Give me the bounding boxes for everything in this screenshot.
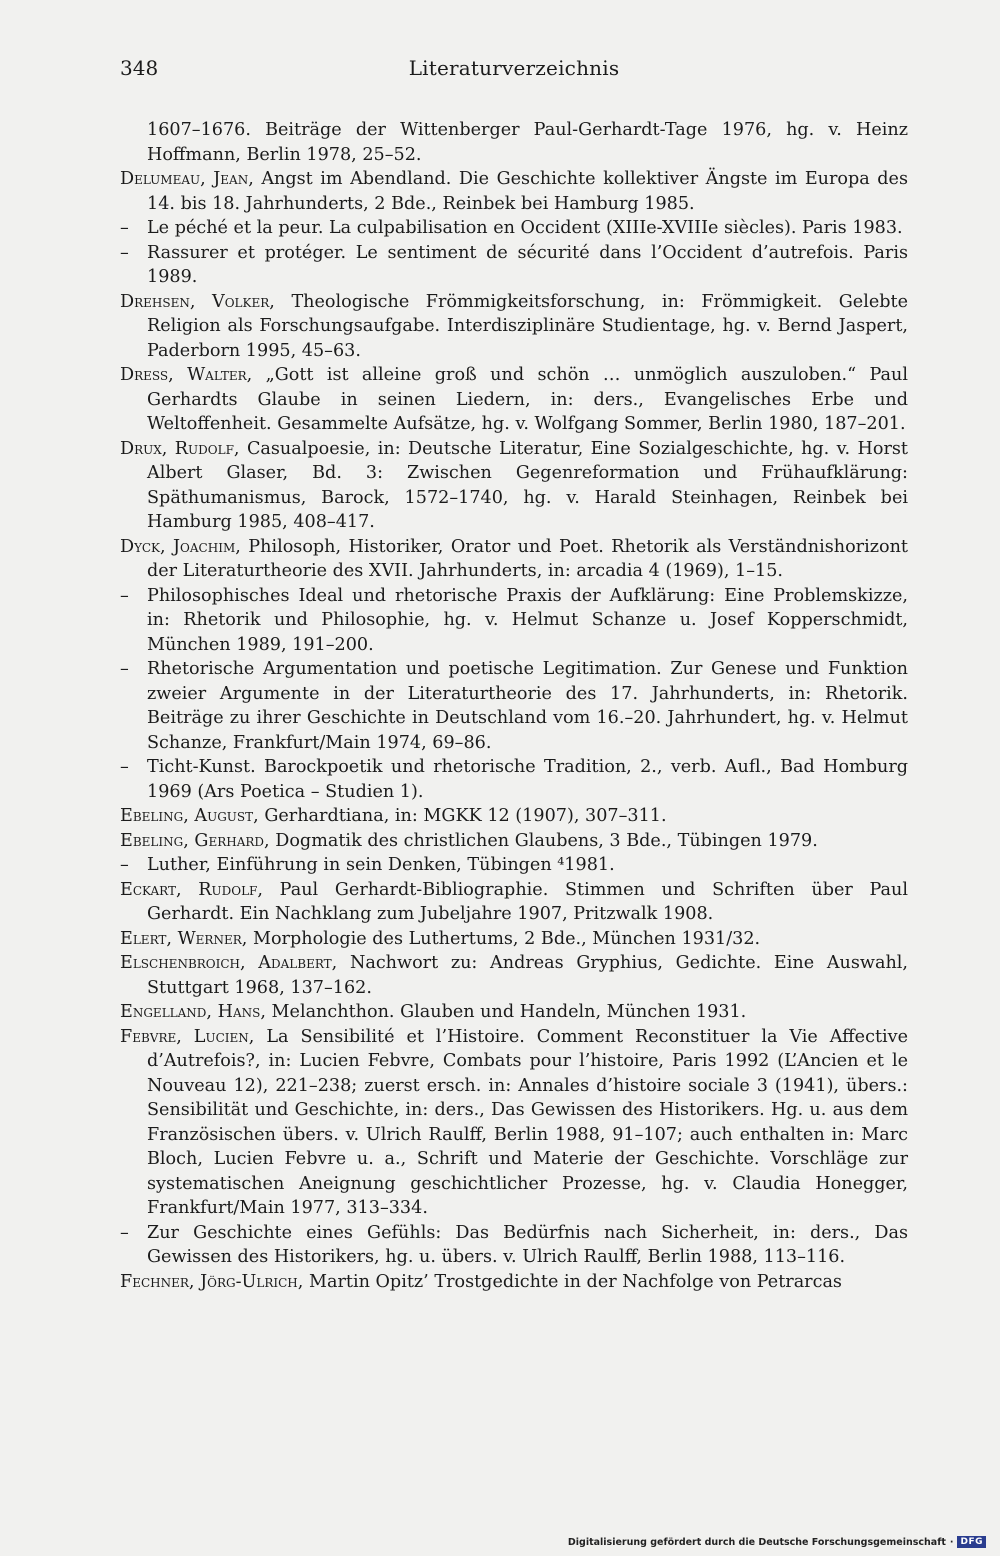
entry-author: Dress, Walter,: [120, 365, 253, 385]
entry-text: Morphologie des Luthertums, 2 Bde., München 1931/32.: [247, 928, 761, 949]
bibliography-entry: [120, 118, 908, 167]
entry-dash: –: [120, 218, 129, 238]
credit-separator: ·: [949, 1536, 954, 1548]
entry-text: Ticht-Kunst. Barockpoetik und rhetorische Tradition, 2., verb. Aufl., Bad Homburg 1969 (Ars Poetica – Studien 1).: [147, 757, 908, 802]
entry-author: Drehsen, Volker,: [120, 291, 275, 312]
entry-text: „Gott ist alleine groß und schön … unmöglich auszuloben.“ Paul Gerhardts Glaube in seinen Liedern, in: ders., Evangelisches Erbe und Weltoffenheit. Gesammelte Aufsätze, hg. v. Wolfgang Sommer, Berlin 1980, 187–201.: [147, 365, 908, 434]
bibliography-entry: [120, 363, 908, 437]
bibliography-list: [120, 118, 908, 1294]
entry-text: Angst im Abendland. Die Geschichte kollektiver Ängste im Europa des 14. bis 18. Jahrhunderts, 2 Bde., Reinbek bei Hamburg 1985.: [147, 169, 908, 214]
entry-author: Dyck, Joachim,: [120, 536, 241, 557]
entry-text: Gerhardtiana, in: MGKK 12 (1907), 307–311.: [258, 806, 667, 826]
entry-text: Casualpoesie, in: Deutsche Literatur, Eine Sozialgeschichte, hg. v. Horst Albert Glaser, Bd. 3: Zwischen Gegenreformation und Frühaufklärung: Späthumanismus, Barock, 1572–1740, hg. v. Harald Steinhagen, Reinbek bei Hamburg 1985, 408–417.: [147, 438, 908, 532]
entry-text: Rhetorische Argumentation und poetische Legitimation. Zur Genese und Funktion zweier Argumente in der Literaturtheorie des 17. Jahrhunderts, in: Rhetorik. Beiträge zu ihrer Geschichte in Deutschland vom 16.–20. Jahrhundert, hg. v. Helmut Schanze, Frankfurt/Main 1974, 69–86.: [147, 659, 908, 753]
entry-author: Ebeling, Gerhard,: [120, 830, 270, 851]
entry-author: Engelland, Hans,: [120, 1002, 266, 1022]
entry-dash: –: [120, 659, 129, 679]
bibliography-entry: [120, 1000, 908, 1025]
bibliography-entry: [120, 167, 908, 216]
entry-dash: –: [120, 585, 129, 606]
entry-text: Philosophisches Ideal und rhetorische Praxis der Aufklärung: Eine Problemskizze, in: Rhetorik und Philosophie, hg. v. Helmut Schanze u. Josef Kopperschmidt, München 1989, 191–200.: [147, 585, 908, 655]
bibliography-entry: [120, 584, 908, 658]
entry-text: Paul Gerhardt-Bibliographie. Stimmen und Schriften über Paul Gerhardt. Ein Nachklang zum Jubeljahre 1907, Pritzwalk 1908.: [147, 879, 908, 924]
page-number: 348: [120, 56, 159, 80]
entry-text: Le péché et la peur. La culpabilisation en Occident (XIIIe-XVIIIe siècles). Paris 1983.: [147, 218, 903, 238]
entry-author: Eckart, Rudolf,: [120, 879, 263, 900]
entry-text: Zur Geschichte eines Gefühls: Das Bedürfnis nach Sicherheit, in: ders., Das Gewissen des Historikers, hg. u. übers. v. Ulrich Raulff, Berlin 1988, 113–116.: [147, 1222, 908, 1267]
entry-author: Elert, Werner,: [120, 928, 248, 949]
entry-text: Melanchthon. Glauben und Handeln, München 1931.: [265, 1002, 747, 1022]
entry-dash: –: [120, 1222, 129, 1243]
bibliography-entry: [120, 241, 908, 290]
entry-author: Elschenbroich, Adalbert,: [120, 953, 338, 973]
bibliography-entry: [120, 755, 908, 804]
bibliography-entry: [120, 1025, 908, 1221]
bibliography-entry: [120, 657, 908, 755]
bibliography-entry: [120, 829, 908, 854]
entry-author: Fechner, Jörg-Ulrich,: [120, 1271, 304, 1292]
bibliography-entry: [120, 290, 908, 364]
dfg-logo-icon: DFG: [957, 1536, 986, 1548]
bibliography-entry: [120, 804, 908, 829]
entry-text: Philosoph, Historiker, Orator und Poet. Rhetorik als Verständnishorizont der Literaturtheorie des XVII. Jahrhunderts, in: arcadia 4 (1969), 1–15.: [147, 536, 908, 581]
page-header: [120, 56, 908, 90]
entry-text: Rassurer et protéger. Le sentiment de sécurité dans l’Occident d’autrefois. Paris 1989.: [147, 242, 908, 287]
bibliography-entry: [120, 927, 908, 952]
entry-text: 1607–1676. Beiträge der Wittenberger Paul-Gerhardt-Tage 1976, hg. v. Heinz Hoffmann, Berlin 1978, 25–52.: [147, 120, 908, 165]
bibliography-entry: [120, 853, 908, 878]
entry-text: Theologische Frömmigkeitsforschung, in: Frömmigkeit. Gelebte Religion als Forschungsaufgabe. Interdisziplinäre Studientage, hg. v. Bernd Jaspert, Paderborn 1995, 45–63.: [147, 291, 908, 361]
digitization-credit: [568, 1536, 986, 1548]
bibliography-entry: [120, 437, 908, 535]
entry-dash: –: [120, 855, 129, 875]
entry-author: Ebeling, August,: [120, 806, 259, 826]
entry-text: Martin Opitz’ Trostgedichte in der Nachfolge von Petrarcas: [303, 1271, 842, 1292]
entry-author: Delumeau, Jean,: [120, 169, 254, 189]
entry-dash: –: [120, 242, 129, 263]
bibliography-entry: [120, 535, 908, 584]
entry-author: Febvre, Lucien,: [120, 1026, 255, 1047]
running-head: Literaturverzeichnis: [408, 56, 620, 80]
entry-text: Nachwort zu: Andreas Gryphius, Gedichte. Eine Auswahl, Stuttgart 1968, 137–162.: [147, 953, 908, 998]
entry-text: La Sensibilité et l’Histoire. Comment Reconstituer la Vie Affective d’Autrefois?, in: Lucien Febvre, Combats pour l’histoire, Paris 1992 (L’Ancien et le Nouveau 12), 221–238; zuerst ersch. in: Annales d’histoire sociale 3 (1941), übers.: Sensibilität und Geschichte, in: ders., Das Gewissen des Historikers. Hg. u. aus dem Französischen übers. v. Ulrich Raulff, Berlin 1988, 91–107; auch enthalten in: Marc Bloch, Lucien Febvre u. a., Schrift und Materie der Geschichte. Vorschläge zur systematischen Aneignung geschichtlicher Prozesse, hg. v. Claudia Honegger, Frankfurt/Main 1977, 313–334.: [147, 1026, 908, 1218]
entry-text: Luther, Einführung in sein Denken, Tübingen ⁴1981.: [147, 855, 615, 875]
credit-text: Digitalisierung gefördert durch die Deutsche Forschungsgemeinschaft: [567, 1536, 946, 1548]
bibliography-entry: [120, 951, 908, 1000]
bibliography-entry: [120, 216, 908, 241]
entry-text: Dogmatik des christlichen Glaubens, 3 Bde., Tübingen 1979.: [269, 830, 818, 851]
entry-dash: –: [120, 757, 129, 777]
entry-author: Drux, Rudolf,: [120, 438, 240, 459]
bibliography-entry: [120, 1270, 908, 1295]
bibliography-entry: [120, 878, 908, 927]
bibliography-entry: [120, 1221, 908, 1270]
